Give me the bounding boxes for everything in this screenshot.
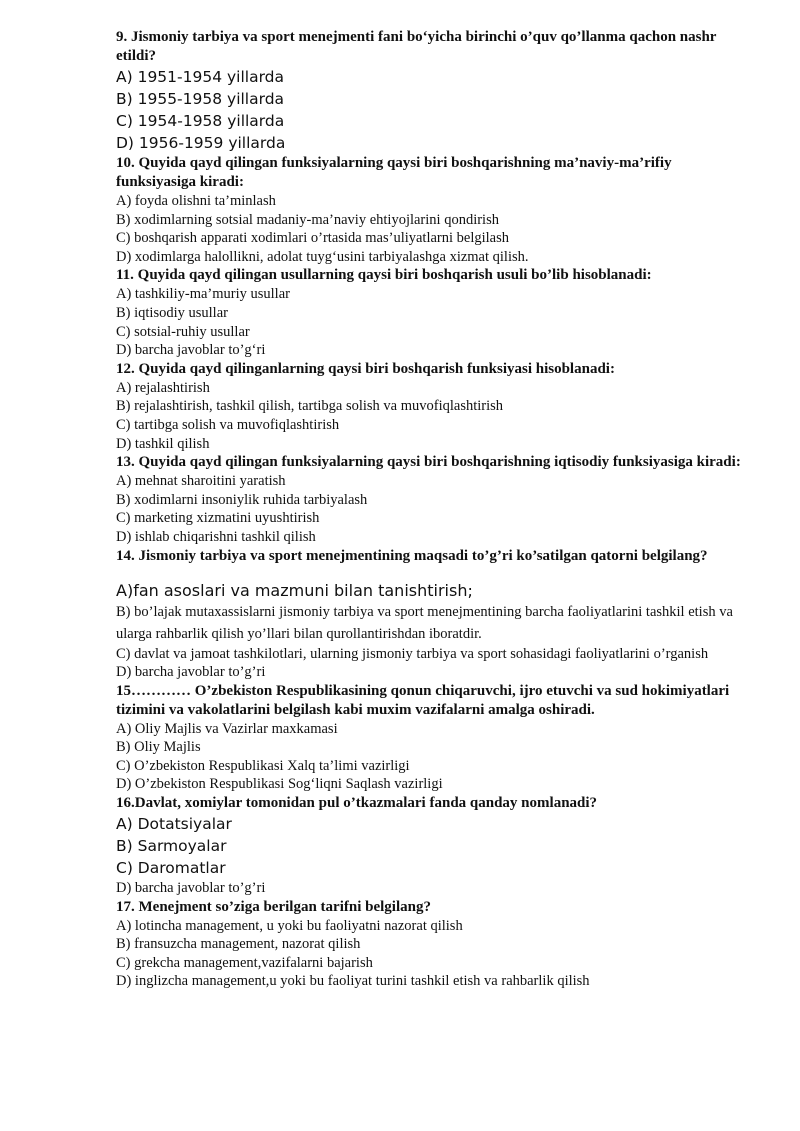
option-10c: C) boshqarish apparati xodimlari o’rtasida mas’uliyatlarni belgilash (116, 230, 510, 247)
option-11b: B) iqtisodiy usullar (116, 304, 228, 321)
option-10b: B) xodimlarning sotsial madaniy-ma’naviy ehtiyojlarini qondirish (116, 211, 499, 228)
option-16a: A) Dotatsiyalar (116, 815, 232, 834)
question-12: 12. Quyida qayd qilinganlarning qaysi biri boshqarish funksiyasi hisoblanadi: (116, 360, 615, 377)
document-page (116, 28, 746, 991)
question-15: 15………… O’zbekiston Respublikasining qonun chiqaruvchi, ijro etuvchi va sud hokimiyatlari tizimini va vakolatlarini belgilash kabi muxim vazifalarni amalga oshiradi. (116, 682, 730, 718)
option-14a: A)fan asoslari va mazmuni bilan tanishtirish; (116, 580, 473, 600)
option-15d: D) O’zbekiston Respublikasi Sog‘liqni Saqlash vazirligi (116, 776, 443, 793)
option-15b: B) Oliy Majlis (116, 739, 201, 756)
option-11c: C) sotsial-ruhiy usullar (116, 323, 250, 340)
option-11d: D) barcha javoblar to’g‘ri (116, 342, 266, 359)
option-15c: C) O’zbekiston Respublikasi Xalq ta’limi vazirligi (116, 757, 410, 774)
question-11: 11. Quyida qayd qilingan usullarning qaysi biri boshqarish usuli bo’lib hisoblanadi: (116, 267, 652, 284)
option-16b: B) Sarmoyalar (116, 837, 227, 856)
option-17a: A) lotincha management, u yoki bu faoliyatni nazorat qilish (116, 917, 463, 934)
question-14: 14. Jismoniy tarbiya va sport menejmentining maqsadi to’g’ri ko’satilgan qatorni belgilang? (116, 547, 708, 564)
option-17c: C) grekcha management,vazifalarni bajarish (116, 954, 373, 971)
option-9c: C) 1954-1958 yillarda (116, 112, 285, 130)
question-16: 16.Davlat, xomiylar tomonidan pul o’tkazmalari fanda qanday nomlanadi? (116, 795, 598, 812)
option-9a: A) 1951-1954 yillarda (116, 68, 285, 86)
option-12b: B) rejalashtirish, tashkil qilish, tartibga solish va muvofiqlashtirish (116, 398, 504, 415)
question-13: 13. Quyida qayd qilingan funksiyalarning qaysi biri boshqarishning iqtisodiy funksiyasiga kiradi: (116, 454, 741, 471)
option-10d: D) xodimlarga halollikni, adolat tuyg‘usini tarbiyalashga xizmat qilish. (116, 248, 529, 265)
option-9b: B) 1955-1958 yillarda (116, 90, 285, 108)
question-17: 17. Menejment so’ziga berilgan tarifni belgilang? (116, 898, 431, 915)
spacer (116, 566, 746, 580)
option-13d: D) ishlab chiqarishni tashkil qilish (116, 528, 316, 545)
option-12a: A) rejalashtirish (116, 379, 210, 396)
option-11a: A) tashkiliy-ma’muriy usullar (116, 286, 290, 303)
question-10: 10. Quyida qayd qilingan funksiyalarning qaysi biri boshqarishning ma’naviy-ma’rifiy funksiyasiga kiradi: (116, 155, 672, 190)
option-13a: A) mehnat sharoitini yaratish (116, 473, 286, 490)
option-16d: D) barcha javoblar to’g’ri (116, 880, 266, 897)
option-14c: C) davlat va jamoat tashkilotlari, ularning jismoniy tarbiya va sport sohasidagi faoliyatlarini o’rganish (116, 645, 709, 662)
option-14b: B) bo’lajak mutaxassislarni jismoniy tarbiya va sport menejmentining barcha faoliyatlarini tashkil etish va ularga rahbarlik qilish yo’llari bilan qurollantirishdan iboratdir. (116, 603, 733, 642)
question-9: 9. Jismoniy tarbiya va sport menejmenti fani bo‘yicha birinchi o’quv qo’llanma qachon nashr etildi? (116, 29, 717, 64)
option-15a: A) Oliy Majlis va Vazirlar maxkamasi (116, 720, 338, 737)
option-16c: C) Daromatlar (116, 859, 226, 878)
option-12d: D) tashkil qilish (116, 435, 210, 452)
option-14d: D) barcha javoblar to’g’ri (116, 664, 266, 681)
option-10a: A) foyda olishni ta’minlash (116, 193, 276, 209)
option-12c: C) tartibga solish va muvofiqlashtirish (116, 416, 340, 433)
option-9d: D) 1956-1959 yillarda (116, 134, 286, 152)
option-13c: C) marketing xizmatini uyushtirish (116, 510, 320, 527)
option-17b: B) fransuzcha management, nazorat qilish (116, 936, 361, 953)
option-17d: D) inglizcha management,u yoki bu faoliyat turini tashkil etish va rahbarlik qilish (116, 973, 590, 990)
option-13b: B) xodimlarni insoniylik ruhida tarbiyalash (116, 491, 368, 508)
